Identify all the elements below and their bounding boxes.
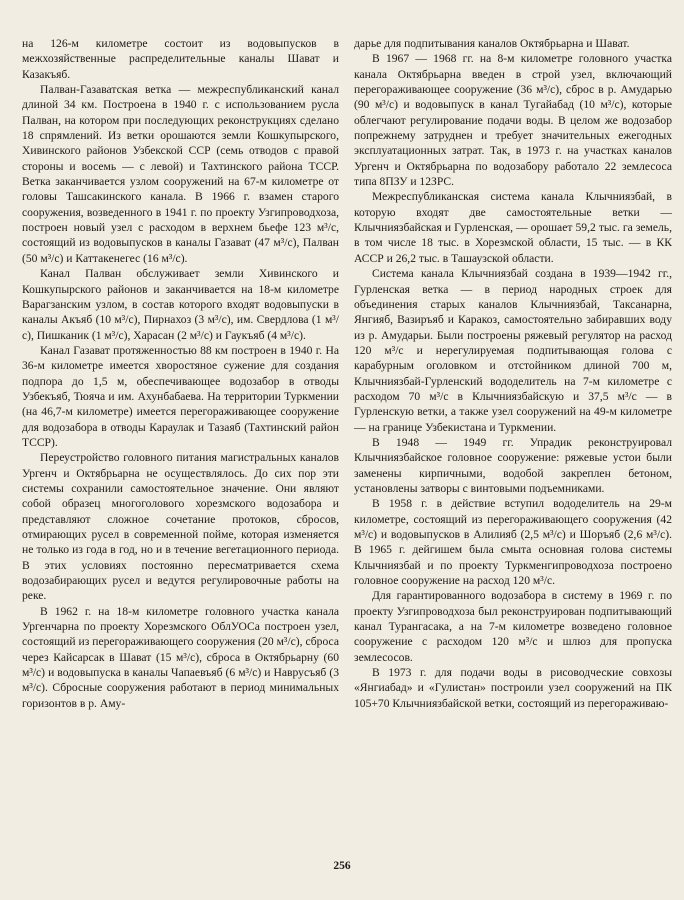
paragraph: Переустройство головного питания магистральных каналов Ургенч и Октябрьарна не осуществлялось. До сих пор эти системы сохранили самостоятельное значение. Они являют собой образец многоголового хорезмского водозабора и представляют сложное сочетание протоков, сбросов, отмирающих русел в современной пойме, которая изменяется не только из года в год, но и в течение вегетационного периода. В этих условиях постоянно пересматривается схема водозабирающих русел и ведутся регулировочные работы на реке. [22,451,339,603]
page-number: 256 [333,860,351,872]
paragraph: Канал Газават протяженностью 88 км построен в 1940 г. На 36-м километре имеется хворостяное сужение для создания подпора до 1,5 м, обеспечивающее водозабор в отводы Узбекъяб, Тюяча и им. Ахунбабаева. На территории Туркмении (на 46,7-м километре) имеется перегораживающее сооружение для водозабора в отводы Караулак и Тазаяб (Тахтинский район ТССР). [22,343,339,449]
paragraph: Канал Палван обслуживает земли Хивинского и Кошкупырского районов и заканчивается на 18-м километре Варагзанским узлом, в состав которого входят водовыпуски в каналы Акъяб (10 м³/с), Пирнахоз (3 м³/с), им. Свердлова (1 м³/с), Пишканик (1 м³/с), Харасан (2 м³/с) и Гаукъяб (4 м³/с). [22,267,339,342]
paragraph: Межреспубликанская система канала Клычниязбай, в которую входят две самостоятельные ветки — Клычниязбайская и Гурленская, — орошает 59,2 тыс. га земель, в том числе 18 тыс. в Хорезмской области, 15 тыс. — в КК АССР и 26,2 тыс. в Ташаузской области. [354,190,672,265]
paragraph: дарье для подпитывания каналов Октябрьарна и Шават. [354,37,630,50]
paragraph: В 1958 г. в действие вступил вододелитель на 29-м километре, состоящий из перегораживающего сооружения (42 м³/с) и водовыпусков в Алилияб (2,5 м³/с) и Шоръяб (2,6 м³/с). В 1965 г. дейгишем была смыта основная голова системы Клычниязбай и по проекту Туркменгипроводхоза построено головное сооружение на расход 120 м³/с. [354,497,672,588]
paragraph: В 1967 — 1968 гг. на 8-м километре головного участка канала Октябрьарна введен в строй узел, включающий перегораживающее сооружение (36 м³/с), сброс в р. Амударью (90 м³/с) и водовыпуск в канал Тугайабад (10 м³/с), которые облегчают регулирование подачи воды. В целом же водозабор попрежнему затруднен и требует значительных ежегодных эксплуатационных затрат. Так, в 1973 г. на участках каналов Ургенч и Октябрьарна по водозабору работало 22 землесоса типа 8ПЗУ и 12ЗРС. [354,52,672,189]
paragraph: на 126-м километре состоит из водовыпусков в межхозяйственные распределительные каналы Шават и Казакъяб. [22,37,339,81]
paragraph: В 1962 г. на 18-м километре головного участка канала Ургенчарна по проекту Хорезмского ОблУОСа построен узел, состоящий из перегораживающего сооружения (20 м³/с), сброса через Кайсарсак в Шават (15 м³/с), сброса в Октябрьарну (60 м³/с) и водовыпуска в каналы Чапаевъяб (6 м³/с) и Наврусъяб (3 м³/с). Сбросные сооружения работают в период минимальных горизонтов в р. Аму- [22,604,339,710]
paragraph: В 1948 — 1949 гг. Упрадик реконструировал Клычниязбайское головное сооружение: ряжевые устои были заменены кирпичными, водобой закреплен бетоном, установлены затворы с винтовыми подъемниками. [354,435,672,495]
paragraph: Палван-Газаватская ветка — межреспубликанский канал длиной 34 км. Построена в 1940 г. с использованием русла Палван, на котором при последующих реконструкциях сделано 18 спрямлений. Из ветки орошаются земли Кошкупырского, Хивинского районов Узбекской ССР (семь отводов с правой стороны и восемь — с левой) и Тахтинского района ТССР. Ветка заканчивается узлом сооружений на 67-м километре от головы Ташсакинского канала. В 1966 г. взамен старого сооружения, возведенного в 1941 г. по проекту Узгипроводхоза, построен новый узел с расходом в верхнем бьефе 123 м³/с, состоящий из водовыпусков в каналы Газават (47 м³/с), Палван (50 м³/с) и Каттакенегес (16 м³/с). [22,83,339,265]
paragraph: Для гарантированного водозабора в систему в 1969 г. по проекту Узгипроводхоза был реконструирован подпитывающий канал Турангасака, а на 7-м километре возведено головное сооружение с расходом 120 м³/с и шлюз для пропуска землесосов. [354,589,672,664]
paragraph: Система канала Клычниязбай создана в 1939—1942 гг., Гурленская ветка — в период народных строек для объединения старых каналов Клычниязбай, Таксанарна, Янгияб, Вазиръяб и Каракоз, самостоятельно забиравших воду из р. Амударьи. Были построены ряжевый регулятор на расход 120 м³/с и нерегулируемая подпитывающая голова с карабурным оголовком и отстойником длиной 700 м, Клычниязбай-Гурленский вододелитель на 7-м километре с расходом 70 м³/с в Клычниязбайскую и 37,5 м³/с — в Гурленскую ветки, а также узел сооружений на 49-м километре — на границе Узбекистана и Туркмении. [354,267,672,434]
paragraph: В 1973 г. для подачи воды в рисоводческие совхозы «Янгиабад» и «Гулистан» построили узел сооружений на ПК 105+70 Клычниязбайской ветки, состоящий из перегораживаю- [354,666,672,710]
left-column [22,36,339,711]
right-column [354,36,672,711]
